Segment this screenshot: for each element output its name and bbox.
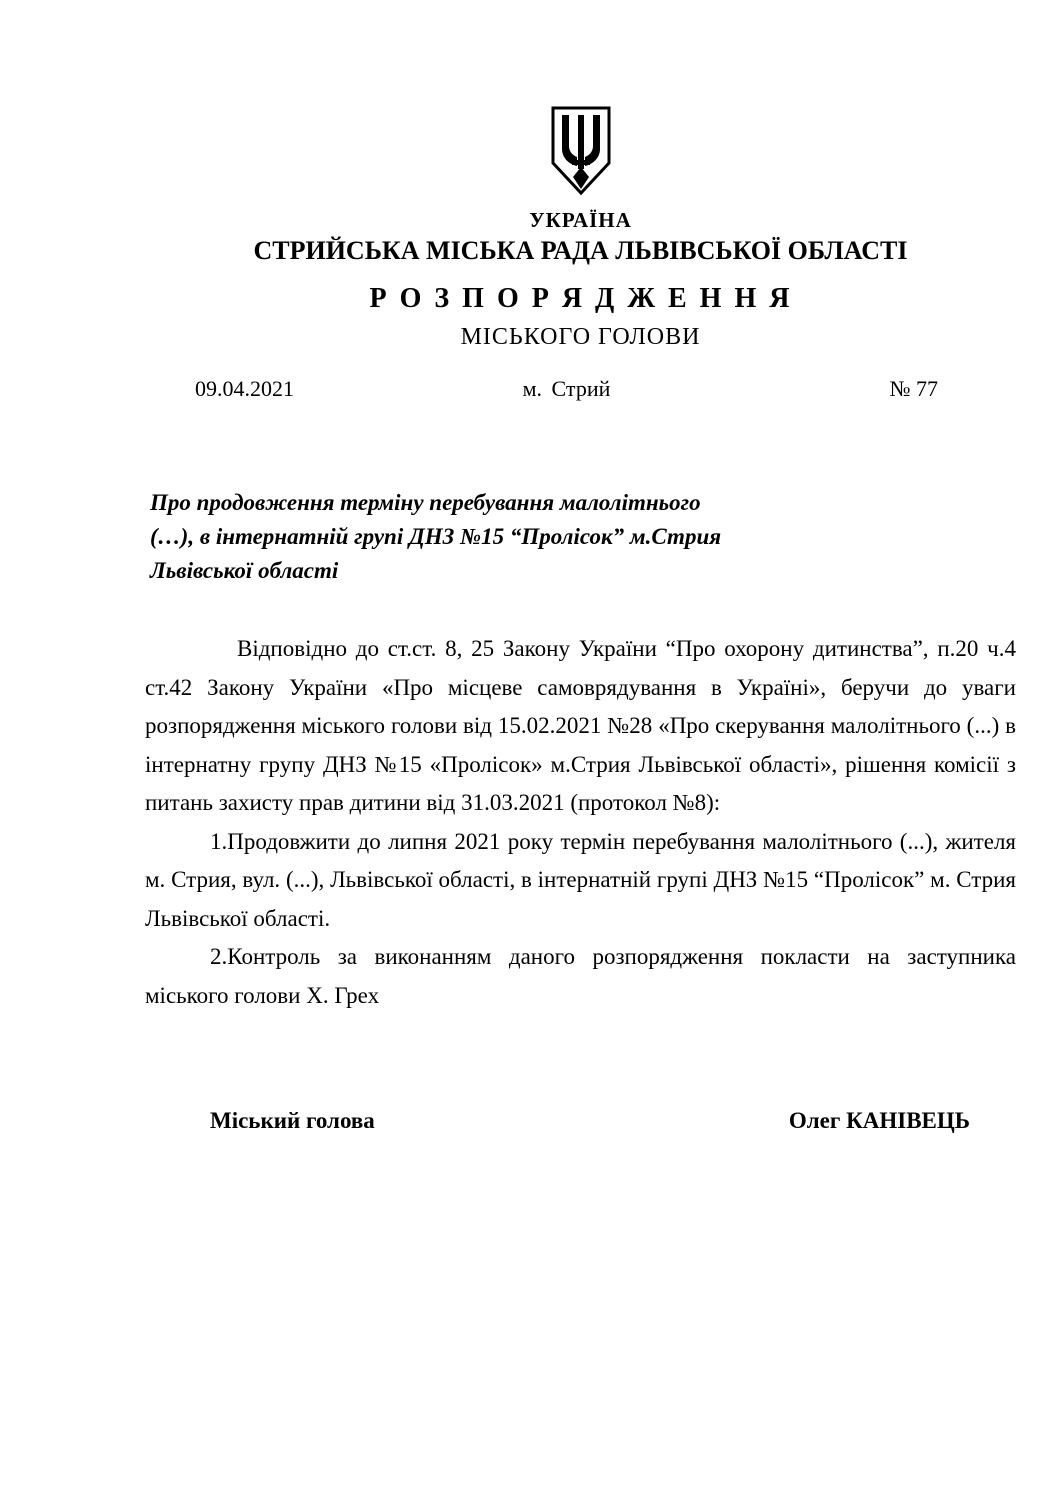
council-name: СТРИЙСЬКА МІСЬКА РАДА ЛЬВІВСЬКОЇ ОБЛАСТІ — [253, 236, 908, 265]
emblem-container — [145, 0, 1016, 202]
signer-name: Олег КАНІВЕЦЬ — [788, 1108, 970, 1133]
ukraine-trident-coat-of-arms-icon — [548, 184, 614, 201]
body-paragraph-item-2: 2.Контроль за виконанням даного розпорядження покласти на заступника міського голови Х. Грех — [145, 944, 1016, 1008]
document-date: 09.04.2021 — [195, 376, 294, 401]
document-type-title: Р О З П О Р Я Д Ж Е Н Н Я — [369, 283, 792, 314]
body-paragraph-item-1: 1.Продовжити до липня 2021 року термін перебування малолітнього (...), жителя м. Стрия, вул. (...), Львівської області, в інтернатній групі ДНЗ №15 “Пролісок” м. Стрия Львівської області. — [145, 828, 1016, 931]
body-paragraph-preamble: Відповідно до ст.ст. 8, 25 Закону України “Про охорону дитинства”, п.20 ч.4 ст.42 Закону України «Про місцеве самоврядування в Україні», беручи до уваги розпорядження міського голови від 15.02.2021 №28 «Про скерування малолітнього (...) в інтернатну групу ДНЗ №15 «Пролісок» м.Стрия Львівської області», рішення комісії з питань захисту прав дитини від 31.03.2021 (протокол №8): — [145, 636, 1016, 815]
subject-line-3: Львівської області — [150, 558, 339, 583]
document-subtype-title: МІСЬКОГО ГОЛОВИ — [460, 324, 701, 350]
subject-heading — [145, 486, 810, 588]
signature-row — [145, 1108, 1016, 1134]
document-number: № 77 — [889, 376, 939, 401]
subject-line-2: (…), в інтернатній групі ДНЗ №15 “Пролісок” м.Стрия — [150, 524, 722, 549]
document-body — [145, 630, 1016, 1015]
signer-title: Міський голова — [210, 1108, 375, 1133]
document-place: м. Стрий — [522, 376, 611, 401]
subject-line-1: Про продовження терміну перебування малолітнього — [150, 490, 701, 515]
date-place-number-row — [145, 376, 1016, 402]
country-name: УКРАЇНА — [529, 208, 632, 232]
document-column — [145, 0, 1016, 1134]
